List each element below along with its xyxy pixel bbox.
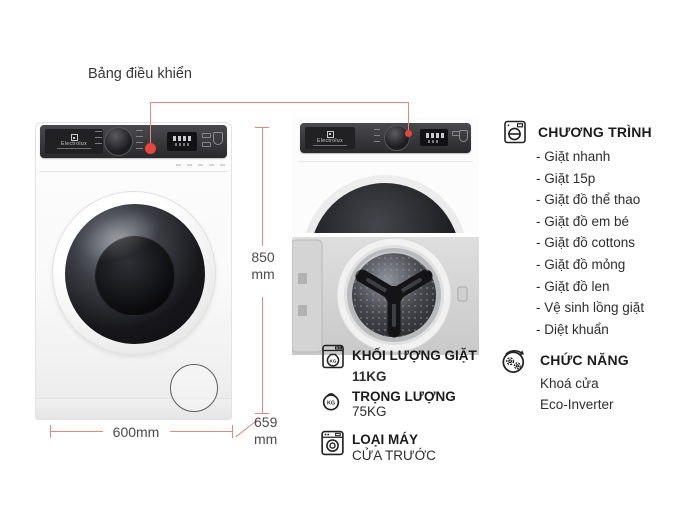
functions-icon — [500, 347, 530, 375]
control-panel-label: Bảng điều khiển — [88, 66, 192, 82]
width-dimension-line — [50, 431, 103, 432]
door-hinge — [298, 273, 307, 284]
closeup-control-panel — [300, 123, 471, 153]
brand-logo — [45, 129, 103, 154]
program-item: - Diệt khuẩn — [536, 321, 609, 337]
washer-type-icon — [319, 429, 346, 457]
depth-dimension-text: 659 mm — [254, 414, 278, 448]
washer-capacity-icon — [320, 343, 346, 370]
pump-filter-cover — [170, 364, 218, 412]
type-value: CỬA TRƯỚC — [352, 448, 436, 463]
door-glass — [65, 204, 205, 344]
height-dimension-text: 850 mm — [251, 249, 275, 283]
program-item: - Vệ sinh lồng giặt — [536, 300, 645, 316]
program-item: - Giặt đồ cottons — [536, 235, 636, 251]
washer-program-icon — [502, 119, 528, 145]
program-item: - Giặt đồ len — [536, 278, 610, 294]
width-dimension-text: 600mm — [112, 424, 160, 440]
open-door-panel — [292, 240, 322, 352]
machine-display — [167, 132, 197, 151]
vapour-care-icon — [213, 132, 223, 145]
control-panel-closeup-photo — [292, 117, 479, 233]
program-item: - Giặt đồ thể thao — [536, 192, 641, 208]
program-item: - Giặt đồ em bé — [536, 213, 630, 229]
electrolux-emblem-icon — [71, 134, 78, 141]
weight-label: TRỌNG LƯỢNG — [352, 389, 456, 404]
capacity-label: KHỐI LƯỢNG GIẶT — [352, 348, 477, 363]
svg-text:KG: KG — [329, 358, 337, 364]
leader-line-left — [150, 102, 151, 144]
program-knob — [104, 127, 133, 156]
leader-line-right — [408, 102, 409, 132]
door-latch — [458, 287, 467, 301]
washing-machine-front-view — [35, 122, 232, 420]
touch-labels — [176, 164, 231, 166]
program-knob — [384, 125, 410, 151]
machine-display — [420, 129, 448, 146]
capacity-value: 11KG — [352, 369, 387, 384]
door-hinge — [298, 305, 307, 316]
functions-title: CHỨC NĂNG — [540, 352, 629, 368]
panel-button — [202, 133, 211, 138]
svg-text:KG: KG — [326, 400, 336, 407]
weight-icon — [317, 386, 345, 414]
brand-wordmark: Electrolux — [61, 141, 87, 147]
programs-list — [536, 146, 644, 340]
leader-line-horizontal — [150, 102, 408, 103]
drum-closeup-photo — [292, 237, 479, 355]
brand-logo: Electrolux — [305, 127, 355, 149]
program-item: - Giặt đồ mỏng — [536, 256, 626, 272]
program-item: - Giặt nhanh — [536, 149, 611, 164]
panel-button — [202, 142, 211, 147]
weight-value: 75KG — [352, 404, 387, 419]
program-item: - Giặt 15p — [536, 170, 596, 186]
programs-title: CHƯƠNG TRÌNH — [538, 124, 652, 140]
machine-door — [52, 191, 216, 355]
leader-dot-main — [145, 143, 156, 154]
logo-subline — [57, 148, 91, 149]
leader-dot-closeup — [405, 130, 412, 137]
function-item: Khoá cửa — [540, 376, 599, 391]
door-inner-circle — [95, 236, 175, 316]
type-label: LOẠI MÁY — [352, 432, 418, 447]
function-item: Eco-Inverter — [540, 397, 614, 412]
door-top-glass — [310, 183, 460, 233]
height-dimension-line — [262, 127, 263, 246]
vapour-care-icon — [459, 130, 468, 142]
machine-control-panel — [40, 125, 227, 158]
